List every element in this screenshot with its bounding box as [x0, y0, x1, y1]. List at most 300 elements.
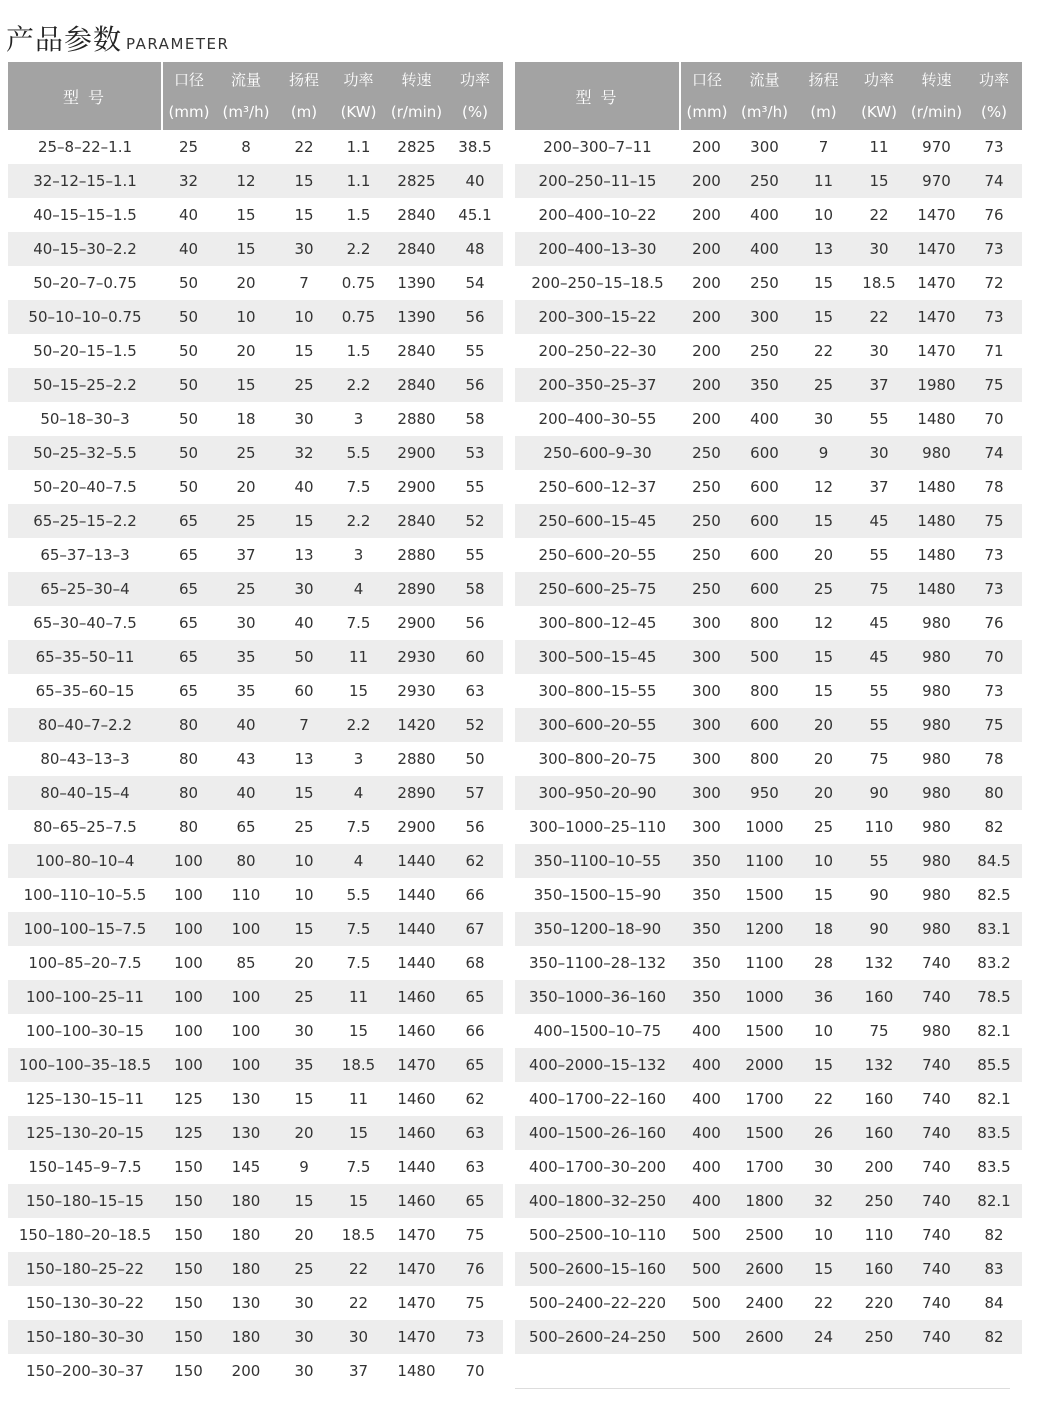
table-row	[515, 708, 1022, 742]
value-cell: 1470	[386, 1048, 447, 1082]
model-cell: 400–1800–32–250	[515, 1184, 680, 1218]
value-cell: 20	[215, 266, 277, 300]
value-cell: 22	[277, 130, 331, 164]
value-cell: 32	[162, 164, 215, 198]
table-row	[515, 504, 1022, 538]
value-cell: 800	[733, 606, 796, 640]
value-cell: 110	[215, 878, 277, 912]
model-cell: 200–250–11–15	[515, 164, 680, 198]
value-cell: 57	[447, 776, 503, 810]
table-row	[515, 402, 1022, 436]
value-cell: 7	[277, 708, 331, 742]
value-cell: 2880	[386, 538, 447, 572]
value-cell: 2880	[386, 742, 447, 776]
value-cell: 66	[447, 878, 503, 912]
value-cell: 100	[162, 946, 215, 980]
value-cell: 30	[277, 402, 331, 436]
value-cell: 20	[796, 708, 851, 742]
value-cell: 25	[277, 980, 331, 1014]
value-cell: 75	[447, 1286, 503, 1320]
value-cell: 78	[966, 470, 1022, 504]
value-cell: 74	[966, 436, 1022, 470]
value-cell: 22	[851, 198, 907, 232]
model-cell: 40–15–30–2.2	[8, 232, 162, 266]
value-cell: 20	[796, 742, 851, 776]
table-header-row	[8, 62, 503, 130]
value-cell: 1480	[907, 572, 966, 606]
value-cell: 350	[680, 946, 733, 980]
value-cell: 60	[277, 674, 331, 708]
value-cell: 2.2	[331, 708, 386, 742]
value-cell: 50	[162, 402, 215, 436]
value-cell: 1390	[386, 266, 447, 300]
value-cell: 30	[277, 1286, 331, 1320]
value-cell: 36	[796, 980, 851, 1014]
value-cell: 80	[162, 776, 215, 810]
value-cell: 2000	[733, 1048, 796, 1082]
value-cell: 83.2	[966, 946, 1022, 980]
value-cell: 1480	[907, 504, 966, 538]
model-cell: 65–35–50–11	[8, 640, 162, 674]
value-cell: 1480	[907, 538, 966, 572]
value-cell: 2400	[733, 1286, 796, 1320]
value-cell: 1480	[386, 1354, 447, 1388]
table-row	[515, 980, 1022, 1014]
table-row	[8, 844, 503, 878]
value-cell: 400	[680, 1150, 733, 1184]
value-cell: 82.1	[966, 1184, 1022, 1218]
value-cell: 2890	[386, 776, 447, 810]
value-cell: 600	[733, 504, 796, 538]
value-cell: 65	[162, 674, 215, 708]
model-cell: 50–20–7–0.75	[8, 266, 162, 300]
header-caliber: 口径 (mm)	[680, 62, 733, 130]
value-cell: 50	[162, 470, 215, 504]
value-cell: 10	[796, 198, 851, 232]
value-cell: 54	[447, 266, 503, 300]
header-model: 型 号	[8, 62, 162, 130]
model-cell: 25–8–22–1.1	[8, 130, 162, 164]
value-cell: 200	[680, 368, 733, 402]
value-cell: 50	[277, 640, 331, 674]
model-cell: 50–25–32–5.5	[8, 436, 162, 470]
value-cell: 75	[851, 572, 907, 606]
value-cell: 15	[215, 198, 277, 232]
value-cell: 30	[851, 232, 907, 266]
table-row	[515, 946, 1022, 980]
value-cell: 1700	[733, 1150, 796, 1184]
value-cell: 85.5	[966, 1048, 1022, 1082]
table-row	[8, 1082, 503, 1116]
value-cell: 76	[966, 198, 1022, 232]
value-cell: 22	[851, 300, 907, 334]
value-cell: 100	[215, 980, 277, 1014]
value-cell: 15	[796, 266, 851, 300]
value-cell: 2900	[386, 470, 447, 504]
value-cell: 1.1	[331, 164, 386, 198]
model-cell: 65–35–60–15	[8, 674, 162, 708]
value-cell: 15	[331, 1184, 386, 1218]
model-cell: 200–350–25–37	[515, 368, 680, 402]
value-cell: 740	[907, 1082, 966, 1116]
model-cell: 200–400–13–30	[515, 232, 680, 266]
value-cell: 90	[851, 878, 907, 912]
value-cell: 80	[162, 708, 215, 742]
value-cell: 1440	[386, 912, 447, 946]
parameter-table-right	[515, 62, 1022, 1354]
table-row	[8, 674, 503, 708]
value-cell: 200	[680, 130, 733, 164]
value-cell: 30	[277, 1014, 331, 1048]
table-row	[8, 946, 503, 980]
value-cell: 7.5	[331, 810, 386, 844]
table-row	[515, 198, 1022, 232]
model-cell: 65–25–15–2.2	[8, 504, 162, 538]
value-cell: 40	[162, 232, 215, 266]
value-cell: 250	[733, 334, 796, 368]
value-cell: 1460	[386, 1014, 447, 1048]
value-cell: 82.1	[966, 1014, 1022, 1048]
header-flow: 流量 (m³/h)	[733, 62, 796, 130]
table-row	[8, 980, 503, 1014]
value-cell: 70	[966, 402, 1022, 436]
value-cell: 15	[796, 504, 851, 538]
table-row	[8, 538, 503, 572]
header-speed: 转速 (r/min)	[907, 62, 966, 130]
value-cell: 500	[733, 640, 796, 674]
value-cell: 100	[215, 1048, 277, 1082]
value-cell: 11	[851, 130, 907, 164]
value-cell: 5.5	[331, 436, 386, 470]
value-cell: 63	[447, 674, 503, 708]
value-cell: 70	[447, 1354, 503, 1388]
value-cell: 600	[733, 708, 796, 742]
value-cell: 1500	[733, 878, 796, 912]
value-cell: 100	[215, 912, 277, 946]
value-cell: 180	[215, 1218, 277, 1252]
value-cell: 10	[277, 844, 331, 878]
value-cell: 83.5	[966, 1116, 1022, 1150]
value-cell: 1440	[386, 946, 447, 980]
value-cell: 160	[851, 980, 907, 1014]
value-cell: 50	[162, 300, 215, 334]
value-cell: 35	[215, 674, 277, 708]
title-cn: 产品参数	[6, 23, 123, 56]
value-cell: 15	[851, 164, 907, 198]
table-row	[8, 436, 503, 470]
value-cell: 0.75	[331, 300, 386, 334]
model-cell: 65–25–30–4	[8, 572, 162, 606]
value-cell: 73	[447, 1320, 503, 1354]
value-cell: 15	[277, 504, 331, 538]
value-cell: 15	[796, 878, 851, 912]
value-cell: 500	[680, 1218, 733, 1252]
model-cell: 100–100–35–18.5	[8, 1048, 162, 1082]
value-cell: 7	[277, 266, 331, 300]
value-cell: 125	[162, 1082, 215, 1116]
model-cell: 50–15–25–2.2	[8, 368, 162, 402]
value-cell: 300	[680, 810, 733, 844]
model-cell: 65–30–40–7.5	[8, 606, 162, 640]
value-cell: 30	[331, 1320, 386, 1354]
table-header-row	[515, 62, 1022, 130]
value-cell: 500	[680, 1252, 733, 1286]
value-cell: 350	[680, 980, 733, 1014]
value-cell: 11	[796, 164, 851, 198]
table-row	[8, 470, 503, 504]
value-cell: 26	[796, 1116, 851, 1150]
value-cell: 400	[733, 232, 796, 266]
value-cell: 200	[680, 232, 733, 266]
value-cell: 80	[966, 776, 1022, 810]
value-cell: 25	[796, 572, 851, 606]
model-cell: 300–800–15–55	[515, 674, 680, 708]
value-cell: 740	[907, 1048, 966, 1082]
table-row	[8, 1218, 503, 1252]
value-cell: 7	[796, 130, 851, 164]
value-cell: 1200	[733, 912, 796, 946]
value-cell: 2890	[386, 572, 447, 606]
model-cell: 100–100–30–15	[8, 1014, 162, 1048]
value-cell: 15	[796, 300, 851, 334]
value-cell: 980	[907, 810, 966, 844]
value-cell: 1470	[386, 1286, 447, 1320]
value-cell: 45	[851, 504, 907, 538]
value-cell: 1000	[733, 980, 796, 1014]
model-cell: 200–250–15–18.5	[515, 266, 680, 300]
header-caliber: 口径 (mm)	[162, 62, 215, 130]
value-cell: 25	[277, 810, 331, 844]
value-cell: 1420	[386, 708, 447, 742]
value-cell: 200	[680, 198, 733, 232]
value-cell: 55	[447, 538, 503, 572]
header-power: 功率 (KW)	[851, 62, 907, 130]
value-cell: 40	[277, 470, 331, 504]
value-cell: 600	[733, 470, 796, 504]
page-title	[6, 14, 229, 54]
value-cell: 30	[277, 1354, 331, 1388]
value-cell: 250	[680, 470, 733, 504]
value-cell: 200	[851, 1150, 907, 1184]
value-cell: 1.5	[331, 334, 386, 368]
title-en: PARAMETER	[126, 35, 230, 53]
value-cell: 15	[277, 912, 331, 946]
model-cell: 125–130–20–15	[8, 1116, 162, 1150]
value-cell: 1460	[386, 1184, 447, 1218]
value-cell: 52	[447, 708, 503, 742]
table-row	[515, 436, 1022, 470]
value-cell: 35	[277, 1048, 331, 1082]
value-cell: 130	[215, 1082, 277, 1116]
value-cell: 80	[162, 742, 215, 776]
value-cell: 73	[966, 232, 1022, 266]
model-cell: 350–1500–15–90	[515, 878, 680, 912]
model-cell: 40–15–15–1.5	[8, 198, 162, 232]
value-cell: 12	[215, 164, 277, 198]
value-cell: 85	[215, 946, 277, 980]
model-cell: 350–1100–10–55	[515, 844, 680, 878]
value-cell: 30	[277, 572, 331, 606]
table-row	[515, 470, 1022, 504]
value-cell: 65	[447, 980, 503, 1014]
table-row	[515, 640, 1022, 674]
value-cell: 4	[331, 776, 386, 810]
value-cell: 30	[215, 606, 277, 640]
value-cell: 110	[851, 810, 907, 844]
value-cell: 2500	[733, 1218, 796, 1252]
value-cell: 7.5	[331, 1150, 386, 1184]
value-cell: 200	[680, 300, 733, 334]
table-row	[515, 1184, 1022, 1218]
model-cell: 300–800–20–75	[515, 742, 680, 776]
value-cell: 970	[907, 164, 966, 198]
model-cell: 300–1000–25–110	[515, 810, 680, 844]
value-cell: 20	[215, 334, 277, 368]
table-row	[8, 368, 503, 402]
value-cell: 160	[851, 1082, 907, 1116]
value-cell: 1500	[733, 1116, 796, 1150]
model-cell: 250–600–25–75	[515, 572, 680, 606]
value-cell: 30	[277, 232, 331, 266]
value-cell: 80	[215, 844, 277, 878]
value-cell: 65	[215, 810, 277, 844]
value-cell: 980	[907, 1014, 966, 1048]
value-cell: 2840	[386, 504, 447, 538]
value-cell: 38.5	[447, 130, 503, 164]
value-cell: 2880	[386, 402, 447, 436]
value-cell: 37	[851, 368, 907, 402]
value-cell: 130	[215, 1116, 277, 1150]
model-cell: 500–2500–10–110	[515, 1218, 680, 1252]
model-cell: 400–2000–15–132	[515, 1048, 680, 1082]
value-cell: 25	[215, 504, 277, 538]
table-row	[8, 1320, 503, 1354]
value-cell: 150	[162, 1320, 215, 1354]
value-cell: 12	[796, 470, 851, 504]
value-cell: 15	[277, 164, 331, 198]
table-row	[515, 1014, 1022, 1048]
value-cell: 56	[447, 300, 503, 334]
value-cell: 13	[277, 742, 331, 776]
value-cell: 18.5	[851, 266, 907, 300]
value-cell: 1800	[733, 1184, 796, 1218]
value-cell: 1460	[386, 980, 447, 1014]
model-cell: 125–130–15–11	[8, 1082, 162, 1116]
table-row	[515, 1048, 1022, 1082]
model-cell: 350–1200–18–90	[515, 912, 680, 946]
value-cell: 2600	[733, 1252, 796, 1286]
model-cell: 65–37–13–3	[8, 538, 162, 572]
value-cell: 740	[907, 946, 966, 980]
value-cell: 8	[215, 130, 277, 164]
value-cell: 25	[277, 368, 331, 402]
value-cell: 7.5	[331, 946, 386, 980]
table-row	[8, 708, 503, 742]
value-cell: 55	[851, 844, 907, 878]
value-cell: 250	[851, 1184, 907, 1218]
value-cell: 800	[733, 674, 796, 708]
value-cell: 73	[966, 572, 1022, 606]
value-cell: 150	[162, 1354, 215, 1388]
value-cell: 43	[215, 742, 277, 776]
value-cell: 500	[680, 1286, 733, 1320]
header-efficiency: 功率 (%)	[966, 62, 1022, 130]
model-cell: 250–600–15–45	[515, 504, 680, 538]
value-cell: 20	[796, 776, 851, 810]
model-cell: 400–1700–22–160	[515, 1082, 680, 1116]
table-row	[515, 334, 1022, 368]
value-cell: 1100	[733, 946, 796, 980]
table-row	[515, 300, 1022, 334]
value-cell: 62	[447, 844, 503, 878]
value-cell: 82	[966, 810, 1022, 844]
value-cell: 4	[331, 844, 386, 878]
table-row	[8, 878, 503, 912]
value-cell: 132	[851, 946, 907, 980]
model-cell: 500–2600–24–250	[515, 1320, 680, 1354]
value-cell: 18.5	[331, 1048, 386, 1082]
value-cell: 3	[331, 742, 386, 776]
value-cell: 11	[331, 1082, 386, 1116]
value-cell: 52	[447, 504, 503, 538]
value-cell: 53	[447, 436, 503, 470]
value-cell: 2600	[733, 1320, 796, 1354]
value-cell: 45	[851, 606, 907, 640]
value-cell: 83.5	[966, 1150, 1022, 1184]
value-cell: 1470	[907, 266, 966, 300]
value-cell: 40	[215, 776, 277, 810]
table-row	[8, 1286, 503, 1320]
value-cell: 970	[907, 130, 966, 164]
value-cell: 145	[215, 1150, 277, 1184]
value-cell: 22	[331, 1252, 386, 1286]
value-cell: 250	[733, 164, 796, 198]
value-cell: 300	[680, 742, 733, 776]
value-cell: 1500	[733, 1014, 796, 1048]
value-cell: 2900	[386, 436, 447, 470]
value-cell: 4	[331, 572, 386, 606]
value-cell: 350	[680, 844, 733, 878]
model-cell: 300–800–12–45	[515, 606, 680, 640]
value-cell: 65	[162, 606, 215, 640]
value-cell: 400	[733, 198, 796, 232]
value-cell: 66	[447, 1014, 503, 1048]
value-cell: 18	[796, 912, 851, 946]
value-cell: 90	[851, 776, 907, 810]
value-cell: 1460	[386, 1082, 447, 1116]
value-cell: 37	[215, 538, 277, 572]
value-cell: 400	[680, 1184, 733, 1218]
model-cell: 100–100–15–7.5	[8, 912, 162, 946]
value-cell: 980	[907, 640, 966, 674]
model-cell: 150–200–30–37	[8, 1354, 162, 1388]
value-cell: 2840	[386, 368, 447, 402]
model-cell: 100–85–20–7.5	[8, 946, 162, 980]
value-cell: 40	[277, 606, 331, 640]
value-cell: 55	[851, 708, 907, 742]
value-cell: 2930	[386, 640, 447, 674]
table-row	[8, 1014, 503, 1048]
value-cell: 800	[733, 742, 796, 776]
value-cell: 1.5	[331, 198, 386, 232]
value-cell: 200	[680, 164, 733, 198]
value-cell: 50	[162, 368, 215, 402]
value-cell: 740	[907, 1184, 966, 1218]
value-cell: 71	[966, 334, 1022, 368]
value-cell: 1440	[386, 878, 447, 912]
value-cell: 400	[733, 402, 796, 436]
value-cell: 78	[966, 742, 1022, 776]
